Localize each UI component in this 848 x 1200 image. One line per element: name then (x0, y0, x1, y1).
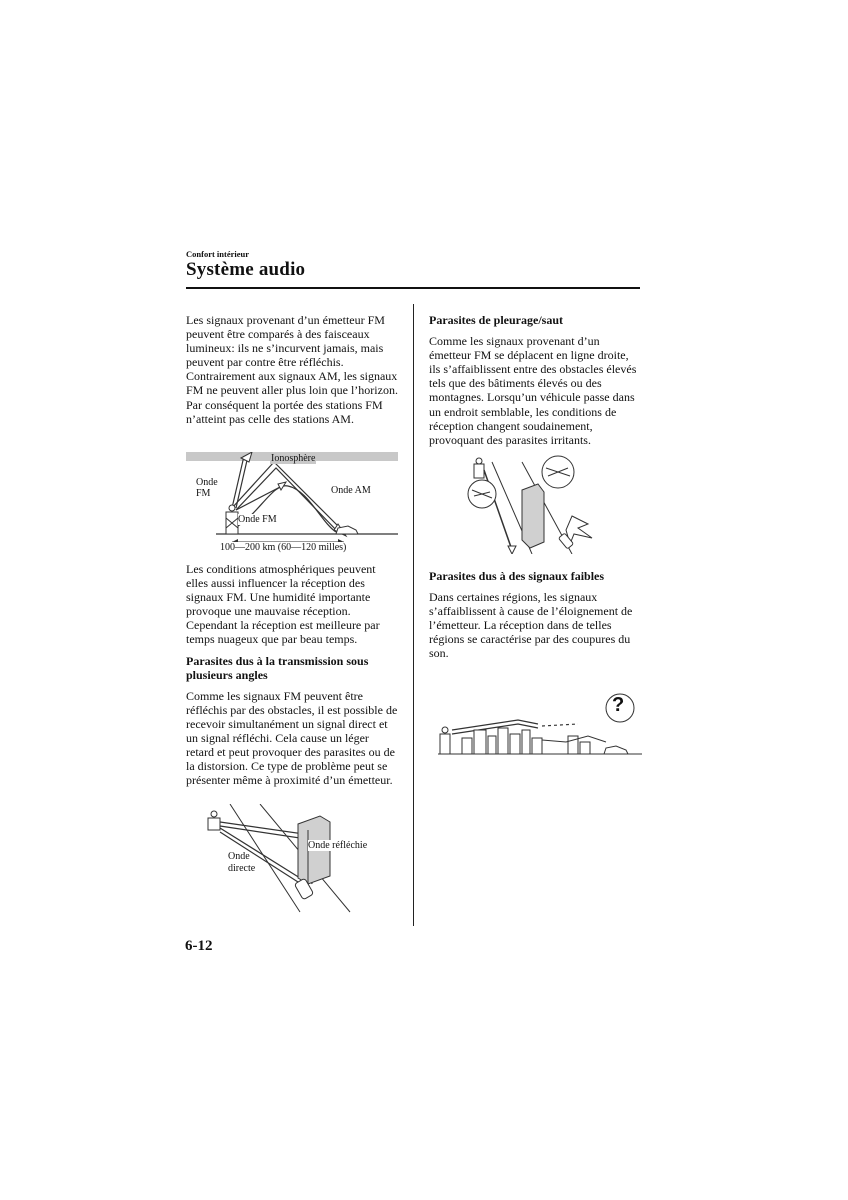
multipath-heading: Parasites dus à la transmission sous plusieurs angles (186, 653, 369, 682)
car-icon (604, 746, 628, 754)
weak-signal-paragraph: Dans certaines régions, les signaux s’affaiblissent à cause de l’éloignement de l’émetteur. La réception dans de telles régions se caractérise par des coupures du son. (429, 590, 633, 661)
label-onde-directe-line1: Onde (228, 851, 250, 862)
hill (226, 486, 336, 532)
multipath-figure (200, 804, 380, 916)
fm-intro-paragraph: Les signaux provenant d’un émetteur FM peuvent être comparés à des faisceaux lumineux: ils ne s’incurvent jamais, mais peuvent par contre être réfléchis. (186, 313, 385, 370)
section-label: Confort intérieur (186, 249, 250, 259)
flutter-figure (462, 454, 606, 554)
right-column-lower (429, 569, 641, 661)
page-number: 6-12 (185, 938, 213, 954)
label-onde-directe (228, 851, 255, 875)
label-onde-am: Onde AM (331, 485, 371, 496)
antenna-icon (474, 458, 484, 478)
building-icon (522, 484, 544, 548)
left-column (186, 313, 398, 426)
fm-horizon-paragraph: Contrairement aux signaux AM, les signaux FM ne peuvent aller plus loin que l’horizon. Par conséquent la portée des stations FM n’atteint pas celle des stations AM. (186, 369, 398, 426)
label-onde-fm-line2: FM (196, 488, 211, 499)
column-divider (413, 304, 414, 926)
title-rule (186, 287, 640, 289)
label-ionosphere: Ionosphère (271, 453, 316, 464)
atmosphere-paragraph: Les conditions atmosphériques peuvent elles aussi influencer la réception des signaux FM. Une humidité importante provoque une mauvaise réception. Cependant la réception est meilleure par temps nuageux que par beau temps. (186, 562, 380, 647)
weak-signal-figure (438, 690, 642, 760)
antenna-icon (208, 811, 220, 830)
flutter-heading: Parasites de pleurage/saut (429, 313, 563, 327)
question-mark-icon: ? (612, 694, 625, 716)
label-onde-fm-ground: Onde FM (238, 514, 277, 525)
multipath-paragraph: Comme les signaux FM peuvent être réfléchis par des obstacles, il est possible de recevoir simultanément un signal direct et un signal réfléchi. Cela cause un léger retard et peut provoquer des parasites ou de la distorsion. Ce type de problème peut se présenter même à proximité d’un émetteur. (186, 688, 398, 788)
weak-signal-heading: Parasites dus à des signaux faibles (429, 569, 605, 583)
label-onde-fm-line1: Onde (196, 477, 218, 488)
label-onde-fm (196, 477, 218, 499)
antenna-icon (440, 727, 450, 754)
page-title: Système audio (186, 259, 306, 280)
label-onde-directe-line2: directe (228, 863, 256, 874)
left-column-lower (186, 562, 398, 787)
label-distance: 100—200 km (60—120 milles) (220, 542, 347, 553)
propagation-figure (186, 452, 398, 556)
right-column (429, 313, 641, 447)
label-onde-reflechie: Onde réfléchie (308, 840, 368, 851)
flutter-paragraph: Comme les signaux provenant d’un émetteur FM se déplacent en ligne droite, ils s’affaiblissent entre des obstacles élevés tels que des bâtiments élevés ou des montagnes. Lorsqu’un véhicule passe dans un endroit semblable, les conditions de réception changent soudainement, provoquant des parasites irritants. (429, 334, 637, 447)
